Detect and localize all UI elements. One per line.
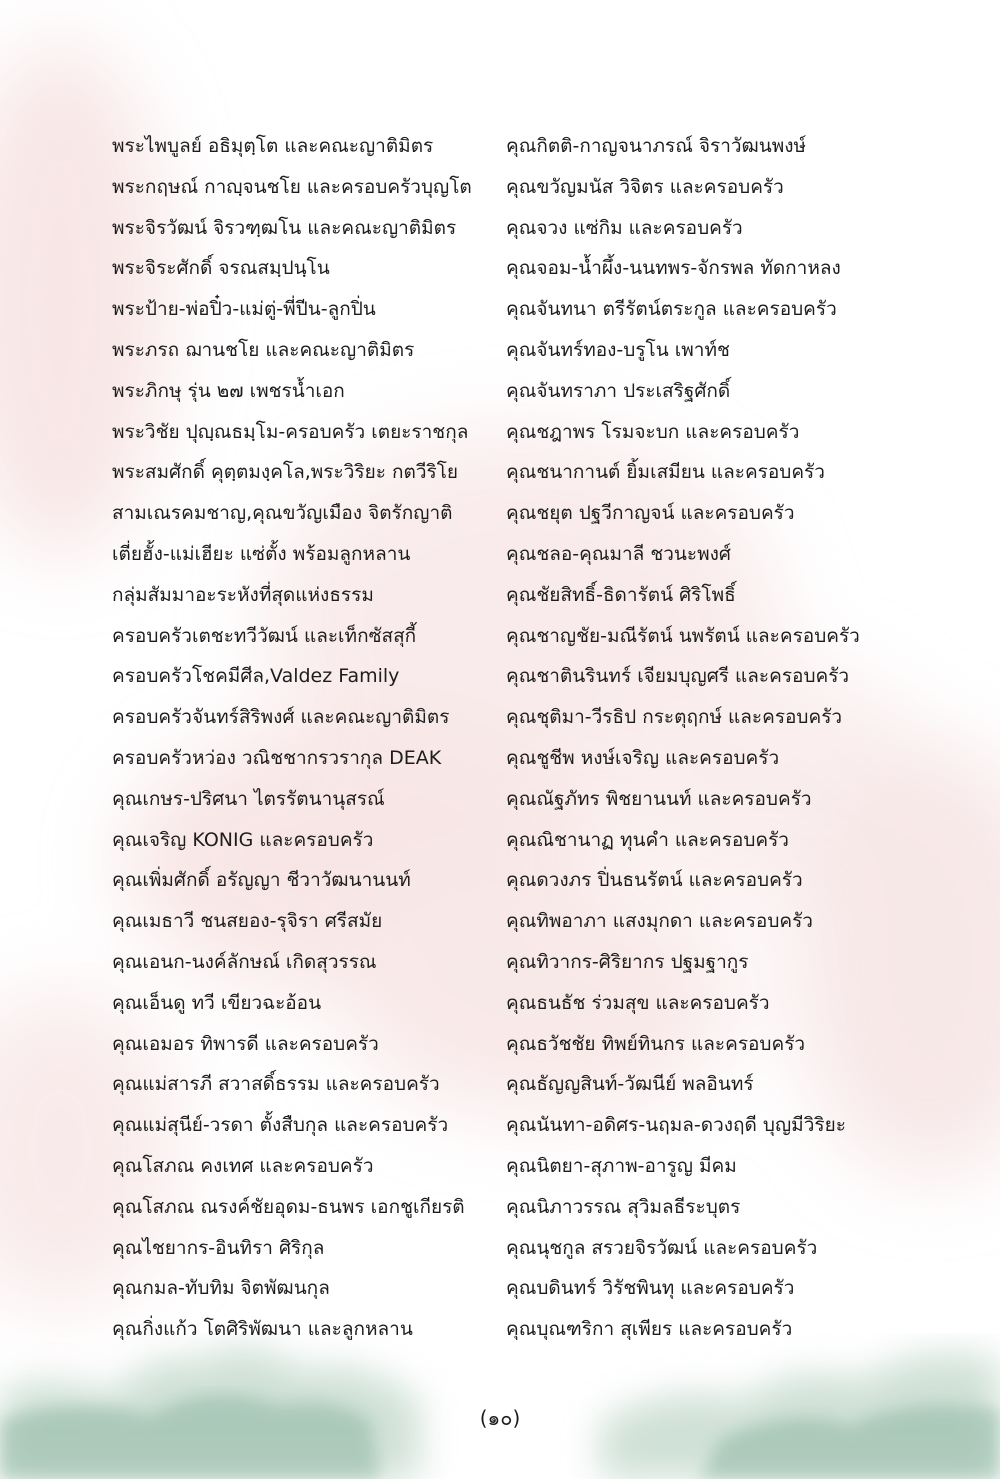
- donor-name-entry: คุณธวัชชัย ทิพย์ทินกร และครอบครัว: [506, 1032, 806, 1055]
- donor-name-entry: พระป้าย-พ่อปิ๋ว-แม่ตู่-พี่ปีน-ลูกปิ่น: [112, 298, 376, 321]
- donor-name-entry: ครอบครัวหว่อง วณิชชากรวรากุล DEAK: [112, 746, 442, 769]
- donor-list: [112, 126, 912, 1356]
- donor-name-entry: พระภิกษุ รุ่น ๒๗ เพชรน้ำเอก: [112, 379, 345, 402]
- donor-name-entry: คุณธนธัช ร่วมสุข และครอบครัว: [506, 991, 770, 1014]
- donor-name-entry: คุณชุติมา-วีรธิป กระตุฤกษ์ และครอบครัว: [506, 706, 843, 729]
- donor-name-entry: คุณเจริญ KONIG และครอบครัว: [112, 828, 374, 851]
- donor-name-entry: คุณจันทราภา ประเสริฐศักดิ์: [506, 379, 731, 402]
- donor-name-entry: คุณโสภณ คงเทศ และครอบครัว: [112, 1154, 374, 1177]
- donor-name-entry: ครอบครัวจันทร์สิริพงศ์ และคณะญาติมิตร: [112, 706, 450, 729]
- donor-name-entry: คุณเพิ่มศักดิ์ อรัญญา ชีวาวัฒนานนท์: [112, 869, 411, 892]
- donor-name-entry: คุณจันทนา ตรีรัตน์ตระกูล และครอบครัว: [506, 298, 837, 321]
- donor-name-entry: คุณจอม-น้ำผึ้ง-นนทพร-จักรพล ทัดกาหลง: [506, 257, 841, 280]
- donor-name-entry: คุณนิตยา-สุภาพ-อารูญ มีคม: [506, 1154, 737, 1177]
- donor-name-entry: คุณเอนก-นงค์ลักษณ์ เกิดสุวรรณ: [112, 950, 377, 973]
- donor-name-entry: คุณกิ่งแก้ว โตศิริพัฒนา และลูกหลาน: [112, 1318, 413, 1341]
- donor-name-entry: คุณธัญญสินท์-วัฒนีย์ พลอินทร์: [506, 1073, 754, 1096]
- donor-name-entry: คุณณัฐภัทร พิชยานนท์ และครอบครัว: [506, 787, 812, 810]
- donor-name-entry: พระไพบูลย์ อธิมุตฺโต และคณะญาติมิตร: [112, 135, 434, 157]
- donor-name-entry: พระจิรวัฒน์ จิรวฑฺฒโน และคณะญาติมิตร: [112, 216, 457, 239]
- donor-name-entry: คุณจวง แซ่กิม และครอบครัว: [506, 216, 743, 239]
- donor-name-entry: คุณแม่สุนีย์-วรดา ตั้งสืบกุล และครอบครัว: [112, 1114, 449, 1137]
- donor-name-entry: คุณเอ็นดู ทวี เขียวฉะอ้อน: [112, 991, 322, 1014]
- donor-name-entry: คุณแม่สารภี สวาสดิ์ธรรม และครอบครัว: [112, 1073, 440, 1096]
- donor-name-entry: คุณเกษร-ปริศนา ไตรรัตนานุสรณ์: [112, 787, 385, 810]
- donor-name-entry: คุณนิภาวรรณ สุวิมลธีระบุตร: [506, 1195, 741, 1218]
- donor-name-entry: พระวิชัย ปุญฺณธมฺโม-ครอบครัว เตยะราชกุล: [112, 420, 469, 443]
- donor-name-entry: คุณชนากานต์ ยิ้มเสมียน และครอบครัว: [506, 461, 825, 484]
- donor-name-entry: คุณชฎาพร โรมจะบก และครอบครัว: [506, 420, 800, 443]
- page-number: (๑๐): [479, 1406, 521, 1430]
- donor-name-entry: คุณชยุต ปฐวีกาญจน์ และครอบครัว: [506, 502, 795, 525]
- donor-name-entry: คุณนันทา-อดิศร-นฤมล-ดวงฤดี บุญมีวิริยะ: [506, 1114, 846, 1137]
- donor-name-entry: คุณชาญชัย-มณีรัตน์ นพรัตน์ และครอบครัว: [506, 624, 860, 647]
- donor-name-entry: คุณไชยากร-อินทิรา ศิริกุล: [112, 1236, 325, 1259]
- donor-name-entry: กลุ่มสัมมาอะระหังที่สุดแห่งธรรม: [112, 583, 374, 606]
- donor-name-entry: พระสมศักดิ์ คุตฺตมงฺคโล,พระวิริยะ กตวีริโย: [112, 461, 459, 484]
- donor-name-entry: คุณชัยสิทธิ์-ธิดารัตน์ ศิริโพธิ์: [506, 583, 736, 606]
- donor-name-entry: คุณนุชกูล สรวยจิรวัฒน์ และครอบครัว: [506, 1236, 818, 1259]
- donor-name-entry: คุณกมล-ทับทิม จิตพัฒนกุล: [112, 1277, 330, 1300]
- donor-name-entry: คุณชาตินรินทร์ เจียมบุญศรี และครอบครัว: [506, 665, 850, 688]
- donor-name-entry: พระกฤษณ์ กาญฺจนชโย และครอบครัวบุญโต: [112, 175, 472, 198]
- donor-name-entry: คุณกิตติ-กาญจนาภรณ์ จิราวัฒนพงษ์: [506, 135, 807, 157]
- donor-name-entry: ครอบครัวโชคมีศีล,Valdez Family: [112, 665, 400, 688]
- donor-list-left-column: [112, 126, 502, 1350]
- donor-name-entry: คุณบุณฑริกา สุเพียร และครอบครัว: [506, 1318, 793, 1341]
- donor-name-entry: คุณชูชีพ หงษ์เจริญ และครอบครัว: [506, 746, 780, 769]
- donor-name-entry: คุณเอมอร ทิพารดี และครอบครัว: [112, 1032, 379, 1055]
- donor-list-right-column: [506, 126, 906, 1350]
- donor-name-entry: คุณบดินทร์ วิรัชพินทุ และครอบครัว: [506, 1277, 795, 1300]
- donor-name-entry: คุณโสภณ ณรงค์ชัยอุดม-ธนพร เอกชูเกียรติ: [112, 1195, 465, 1218]
- donor-name-entry: คุณจันทร์ทอง-บรูโน เพาท์ช: [506, 338, 730, 361]
- donor-name-entry: คุณณิชานาฏ ทุนคำ และครอบครัว: [506, 828, 789, 851]
- donor-name-entry: คุณดวงภร ปิ่นธนรัตน์ และครอบครัว: [506, 869, 803, 892]
- donor-name-entry: คุณขวัญมนัส วิจิตร และครอบครัว: [506, 175, 784, 198]
- donor-name-entry: คุณทิพอาภา แสงมุกดา และครอบครัว: [506, 910, 813, 933]
- donor-name-entry: สามเณรคมชาญ,คุณขวัญเมือง จิตรักญาติ: [112, 502, 453, 525]
- donor-name-entry: ครอบครัวเตชะทวีวัฒน์ และเท็กซัสสุกี้: [112, 624, 417, 647]
- donor-name-entry: คุณทิวากร-ศิริยากร ปฐมฐากูร: [506, 950, 749, 973]
- donor-name-entry: คุณชลอ-คุณมาลี ชวนะพงศ์: [506, 542, 731, 565]
- donor-name-entry: เตี่ยฮั้ง-แม่เฮียะ แซ่ตั้ง พร้อมลูกหลาน: [112, 542, 411, 565]
- donor-name-entry: พระภรถ ฌานชโย และคณะญาติมิตร: [112, 338, 415, 361]
- donor-name-entry: คุณเมธาวี ชนสยอง-รุจิรา ศรีสมัย: [112, 910, 383, 933]
- donor-name-entry: พระจิระศักดิ์ จรณสมฺปนฺโน: [112, 257, 330, 280]
